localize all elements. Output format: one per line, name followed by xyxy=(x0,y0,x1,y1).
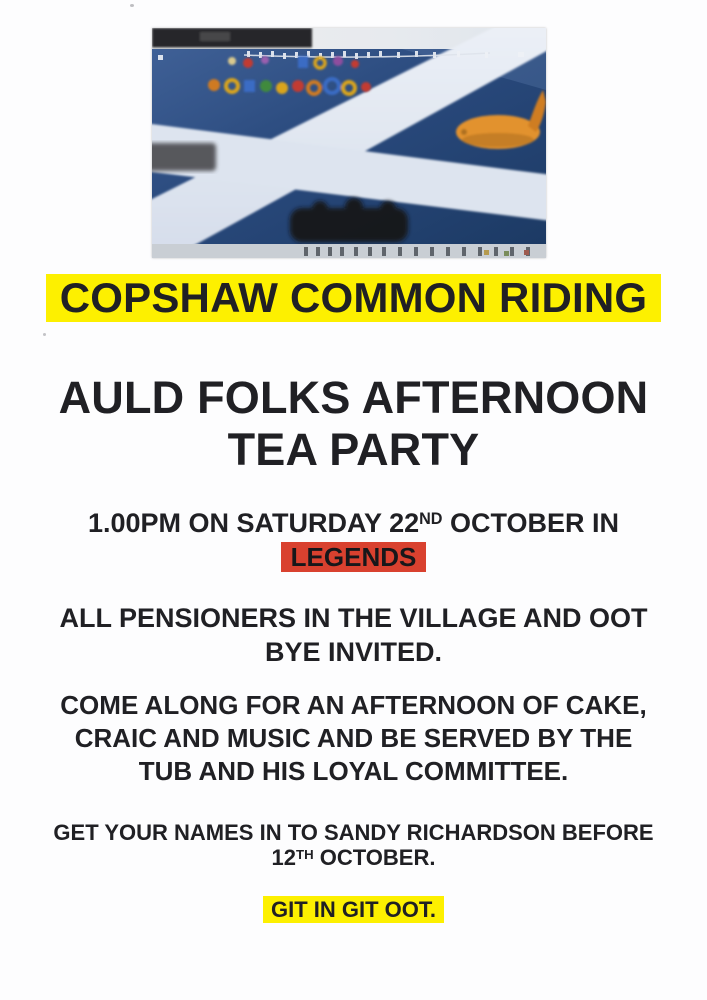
footer-highlight: GIT IN GIT OOT. xyxy=(263,896,444,923)
scan-artifact xyxy=(130,4,134,7)
invite-line-2: BYE INVITED. xyxy=(264,637,443,667)
photo-bottom-strip xyxy=(152,244,546,258)
rsvp-line-1: GET YOUR NAMES IN TO SANDY RICHARDSON BEFORE xyxy=(53,820,654,845)
description-line-3: TUB AND HIS LOYAL COMMITTEE. xyxy=(138,756,569,786)
event-title-highlight: COPSHAW COMMON RIDING xyxy=(46,274,662,322)
photo-dark-bar xyxy=(152,28,312,50)
datetime-text: 1.00PM ON SATURDAY 22 xyxy=(87,508,420,538)
rsvp-ordinal: TH xyxy=(296,846,314,862)
title-line-1: AULD FOLKS AFTERNOON xyxy=(58,372,649,423)
description-paragraph xyxy=(0,689,707,788)
datetime-line xyxy=(0,506,707,544)
description-line-2: CRAIC AND MUSIC AND BE SERVED BY THE xyxy=(74,723,633,753)
venue-highlight: LEGENDS xyxy=(281,542,427,572)
datetime-ordinal: ND xyxy=(419,510,443,529)
dark-patch xyxy=(152,143,216,171)
title-line-2: TEA PARTY xyxy=(227,424,480,475)
scan-artifact xyxy=(43,333,46,336)
page-title xyxy=(0,372,707,476)
description-line-1: COME ALONG FOR AN AFTERNOON OF CAKE, xyxy=(60,690,647,720)
invite-paragraph xyxy=(0,601,707,669)
rsvp-day: 12 xyxy=(271,845,297,870)
rsvp-paragraph xyxy=(0,820,707,873)
datetime-suffix: OCTOBER IN xyxy=(442,508,620,538)
rsvp-suffix: OCTOBER. xyxy=(313,845,436,870)
invite-line-1: ALL PENSIONERS IN THE VILLAGE AND OOT xyxy=(59,603,648,633)
saltire-flag-photo xyxy=(152,28,546,258)
